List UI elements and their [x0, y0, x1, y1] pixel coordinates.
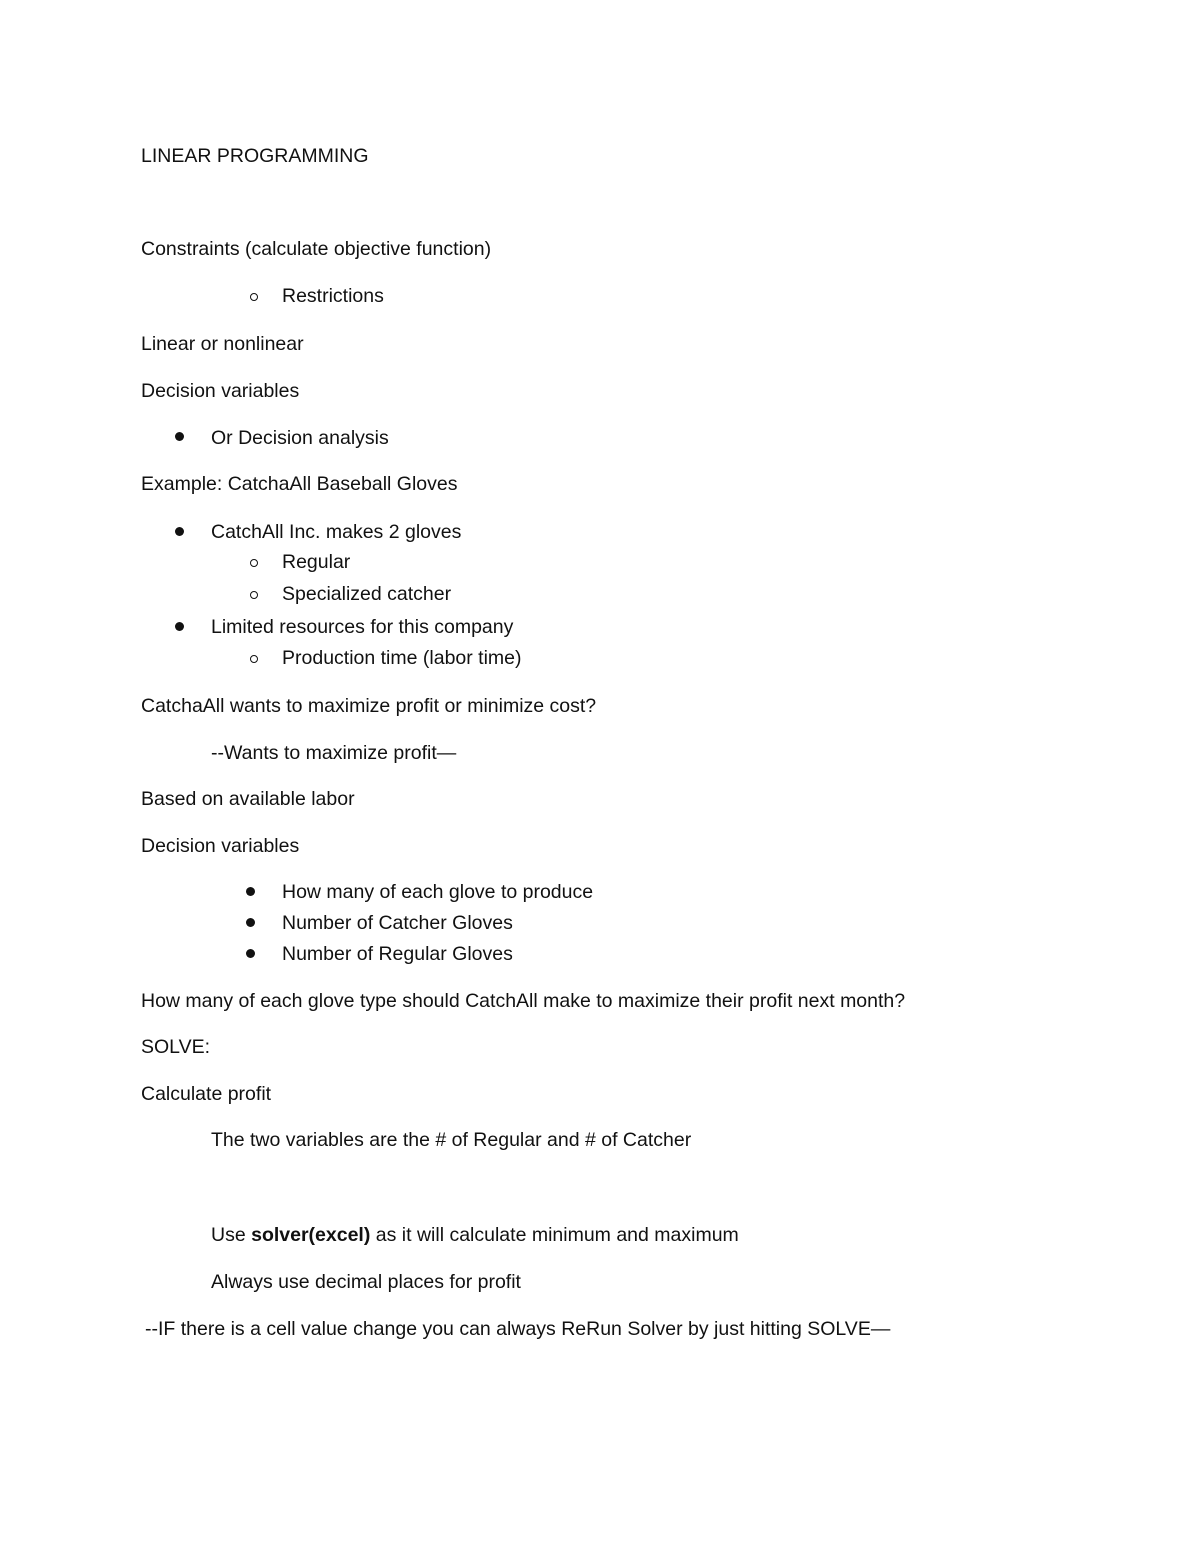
- bullet-icon: [246, 918, 255, 927]
- two-variables-note: The two variables are the # of Regular and # of Catcher: [211, 1129, 692, 1151]
- decision-variables-heading-2: Decision variables: [141, 835, 300, 857]
- profit-cost-question: CatchaAll wants to maximize profit or minimize cost?: [141, 695, 597, 717]
- solver-excel-term: solver(excel): [251, 1224, 371, 1246]
- hollow-bullet-icon: [250, 559, 258, 567]
- based-on-labor: Based on available labor: [141, 788, 355, 810]
- decision-variable-item: How many of each glove to produce: [282, 881, 594, 903]
- rerun-solver-note: --IF there is a cell value change you can always ReRun Solver by just hitting SOLVE—: [145, 1318, 891, 1340]
- bullet-icon: [246, 949, 255, 958]
- solve-heading: SOLVE:: [141, 1036, 211, 1058]
- regular-item: Regular: [282, 551, 351, 573]
- how-many-question: How many of each glove type should CatchAll make to maximize their profit next month?: [141, 990, 906, 1012]
- use-solver-line: [211, 1223, 739, 1247]
- decision-variable-item: Number of Regular Gloves: [282, 943, 513, 965]
- wants-to-maximize-note: --Wants to maximize profit—: [211, 742, 457, 764]
- production-time-item: Production time (labor time): [282, 647, 522, 669]
- document-title: LINEAR PROGRAMMING: [141, 145, 369, 167]
- makes-gloves-item: CatchAll Inc. makes 2 gloves: [211, 521, 462, 543]
- bullet-icon: [175, 527, 184, 536]
- bullet-icon: [175, 432, 184, 441]
- bullet-icon: [246, 887, 255, 896]
- hollow-bullet-icon: [250, 591, 258, 599]
- calculate-profit: Calculate profit: [141, 1083, 272, 1105]
- limited-resources-item: Limited resources for this company: [211, 616, 514, 638]
- use-suffix: as it will calculate minimum and maximum: [370, 1224, 739, 1246]
- restrictions-item: Restrictions: [282, 285, 384, 307]
- hollow-bullet-icon: [250, 293, 258, 301]
- specialized-catcher-item: Specialized catcher: [282, 583, 452, 605]
- linear-or-nonlinear: Linear or nonlinear: [141, 333, 304, 355]
- or-decision-analysis-item: Or Decision analysis: [211, 427, 389, 449]
- decision-variables-heading: Decision variables: [141, 380, 300, 402]
- decision-variable-item: Number of Catcher Gloves: [282, 912, 513, 934]
- bullet-icon: [175, 622, 184, 631]
- example-heading: Example: CatchaAll Baseball Gloves: [141, 473, 458, 495]
- hollow-bullet-icon: [250, 655, 258, 663]
- decimal-places-note: Always use decimal places for profit: [211, 1271, 521, 1293]
- constraints-heading: Constraints (calculate objective function): [141, 238, 492, 260]
- use-prefix: Use: [211, 1224, 252, 1246]
